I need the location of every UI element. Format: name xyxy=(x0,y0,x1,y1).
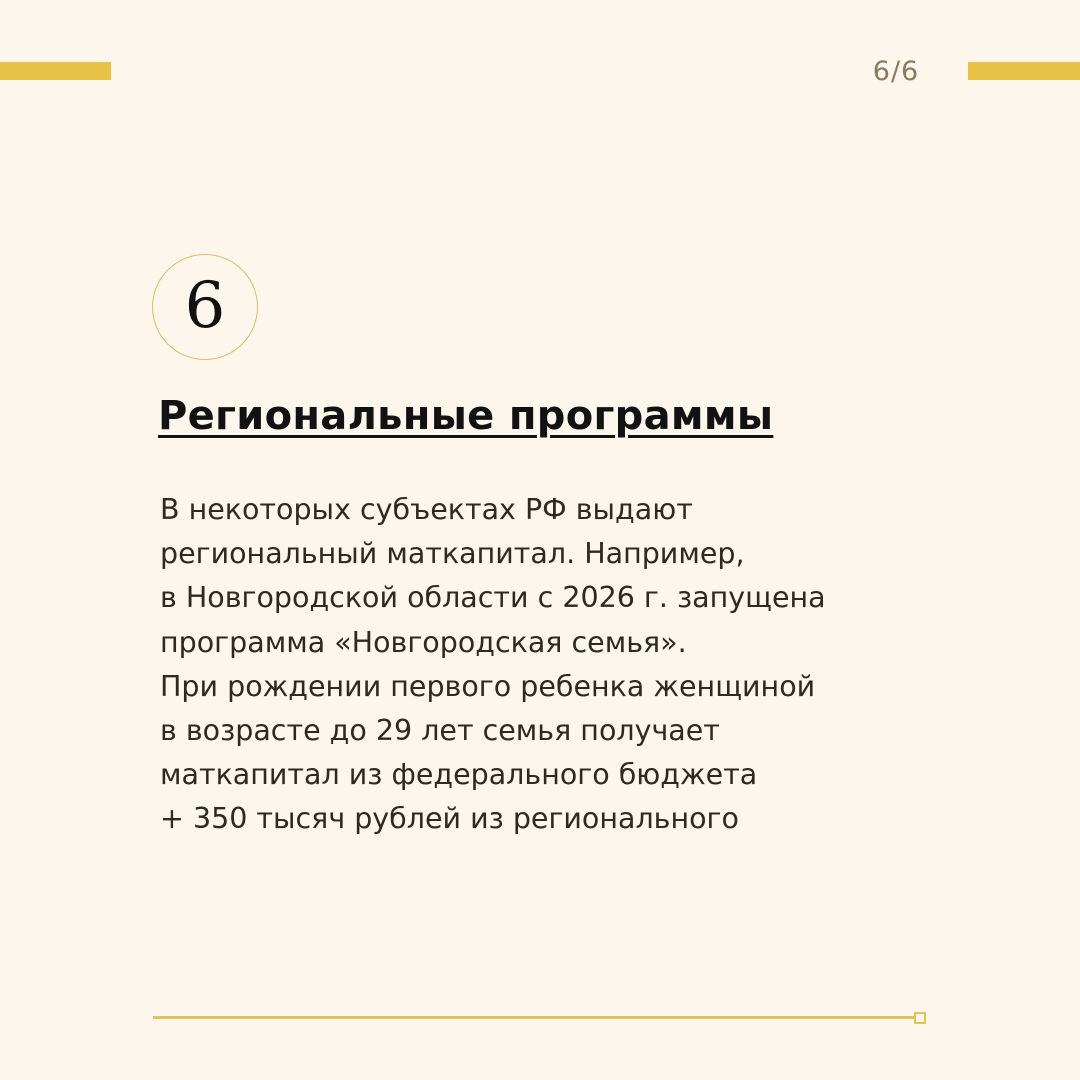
slide-number: 6 xyxy=(184,269,226,343)
body-line: + 350 тысяч рублей из регионального xyxy=(160,802,739,836)
decor-bar-right xyxy=(968,62,1080,80)
page-counter: 6/6 xyxy=(872,56,920,87)
slide-number-badge xyxy=(152,254,258,360)
body-line: региональный маткапитал. Например, xyxy=(160,537,745,571)
footer-divider xyxy=(153,1016,915,1019)
footer-square-icon xyxy=(914,1012,926,1024)
body-line: маткапитал из федерального бюджета xyxy=(160,758,758,792)
body-line: В некоторых субъектах РФ выдают xyxy=(160,493,693,526)
section-heading: Региональные программы xyxy=(158,393,774,439)
body-line: При рождении первого ребенка женщиной xyxy=(160,669,816,703)
body-line: программа «Новгородская семья». xyxy=(160,625,687,659)
body-line: в возрасте до 29 лет семья получает xyxy=(160,714,720,748)
body-text xyxy=(160,488,1040,842)
decor-bar-left xyxy=(0,62,111,80)
body-line: в Новгородской области с 2026 г. запущена xyxy=(160,581,826,615)
